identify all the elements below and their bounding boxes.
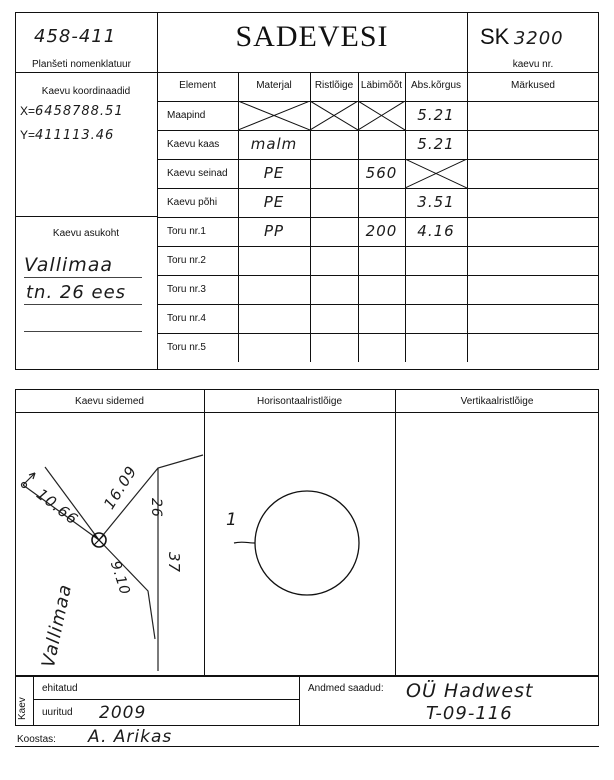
table-cell-element: Kaevu põhi: [167, 197, 218, 208]
table-row-line: [157, 130, 599, 131]
kaev-label: Kaev: [17, 697, 28, 720]
nomenclature-value: 458-411: [34, 26, 117, 47]
coord-y-value: 411113.46: [35, 128, 115, 143]
crossed-out-cell: [310, 101, 358, 130]
street-label: Vallimaa: [38, 582, 77, 670]
author-value: A. Arikas: [88, 727, 173, 747]
table-cell-abs-height: 4.16: [417, 222, 455, 240]
table-cell-abs-height: 3.51: [417, 193, 455, 211]
author-label: Koostas:: [17, 734, 56, 745]
table-cell-diameter: 560: [365, 164, 398, 182]
source-value-1: OÜ Hadwest: [406, 680, 534, 702]
section-horizontal-label: Horisontaalristlõige: [256, 396, 343, 407]
well-prefix: SK: [480, 24, 510, 49]
table-cell-element: Maapind: [167, 110, 206, 121]
footer-source-divider: [299, 676, 300, 726]
table-cell-element: Toru nr.5: [167, 342, 206, 353]
cross-mark: [310, 101, 358, 130]
table-header-material: Materjal: [256, 80, 292, 91]
coords-label: Kaevu koordinaadid: [41, 86, 131, 97]
cross-mark: [405, 159, 467, 188]
table-cell-material: PE: [263, 193, 285, 211]
table-cell-material: PP: [263, 222, 285, 240]
crossed-out-cell: [405, 159, 467, 188]
tie-dim-5: 9.10: [106, 559, 133, 598]
table-cell-element: Toru nr.4: [167, 313, 206, 324]
table-row-line: [157, 159, 599, 160]
table-header-diameter: Läbimõõt: [360, 80, 403, 91]
coord-y-label: Y=: [20, 128, 36, 142]
table-cell-material: malm: [250, 135, 298, 153]
well-number: 3200: [513, 28, 564, 49]
crossed-out-cell: [358, 101, 405, 130]
crossed-out-cell: [238, 101, 310, 130]
table-cell-element: Kaevu kaas: [167, 139, 220, 150]
pipe-label: 1: [226, 510, 238, 530]
section-vertical-label: Vertikaalristlõige: [460, 396, 534, 407]
table-header-cross-section: Ristlõige: [314, 80, 354, 91]
page-title: SADEVESI: [235, 20, 389, 53]
well-label: kaevu nr.: [512, 59, 554, 70]
source-value-2: T-09-116: [426, 703, 513, 724]
header-divider-left: [157, 12, 158, 370]
location-line-1: Vallimaa: [24, 254, 114, 276]
table-row-line: [157, 188, 599, 189]
location-underline-2: [24, 304, 142, 305]
table-row-line: [157, 275, 599, 276]
location-label: Kaevu asukoht: [52, 228, 120, 239]
table-cell-element: Toru nr.1: [167, 226, 206, 237]
table-header-element: Element: [179, 80, 216, 91]
table-cell-abs-height: 5.21: [417, 135, 455, 153]
built-label: ehitatud: [42, 683, 78, 694]
table-row-line: [157, 246, 599, 247]
table-cell-material: PE: [263, 164, 285, 182]
table-row-line: [157, 304, 599, 305]
horizontal-section-sketch: [204, 413, 395, 675]
location-line-2: tn. 26 ees: [26, 282, 127, 303]
header-bottom-line: [15, 72, 599, 73]
well-cross-section-circle: [255, 491, 359, 595]
coord-x-label: X=: [20, 104, 36, 118]
cross-mark: [358, 101, 405, 130]
location-underline-3: [24, 331, 142, 332]
table-row-line: [157, 333, 599, 334]
surveyed-label: uuritud: [42, 707, 73, 718]
cross-mark: [238, 101, 310, 130]
well-number-group: [480, 24, 590, 50]
table-cell-abs-height: 5.21: [417, 106, 455, 124]
location-top-line: [15, 216, 157, 217]
well-symbol-cross: [94, 535, 104, 545]
table-row-line: [157, 217, 599, 218]
table-cell-element: Toru nr.3: [167, 284, 206, 295]
footer-mid-line: [33, 699, 299, 700]
section-ties-label: Kaevu sidemed: [75, 396, 144, 407]
tie-dim-4: 37: [165, 552, 183, 574]
footer-kaev-divider: [33, 676, 34, 726]
table-header-notes: Märkused: [511, 80, 555, 91]
table-cell-element: Kaevu seinad: [167, 168, 228, 179]
coord-x: [20, 104, 124, 119]
tie-dim-2: 16.09: [100, 462, 141, 513]
table-cell-element: Toru nr.2: [167, 255, 206, 266]
source-label: Andmed saadud:: [308, 683, 384, 694]
table-cell-diameter: 200: [365, 222, 398, 240]
surveyed-value: 2009: [99, 703, 147, 723]
table-header-abs-height: Abs.kõrgus: [410, 80, 462, 91]
location-underline-1: [24, 277, 142, 278]
pipe-leader-line: [234, 542, 255, 543]
tie-dim-1: 10.66: [32, 485, 82, 529]
coord-y: [20, 128, 114, 143]
nomenclature-label: Planšeti nomenklatuur: [32, 59, 131, 70]
lower-divider-2: [395, 389, 396, 676]
coord-x-value: 6458788.51: [35, 104, 124, 119]
tie-dim-3: 26: [148, 498, 164, 518]
